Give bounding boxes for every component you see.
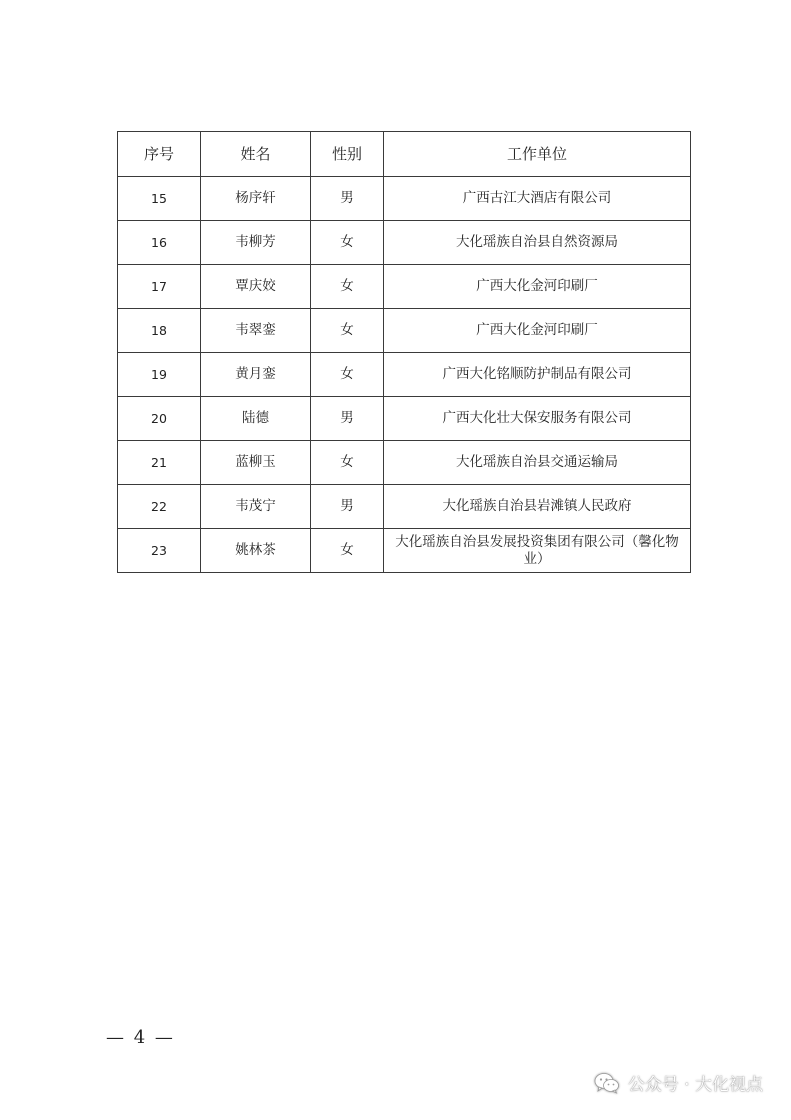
cell-work-unit: 广西大化壮大保安服务有限公司 [384, 397, 691, 441]
page-number: — 4 — [106, 1027, 175, 1048]
cell-work-unit: 广西古江大酒店有限公司 [384, 177, 691, 221]
cell-gender: 男 [311, 177, 384, 221]
cell-number: 23 [118, 529, 201, 573]
roster-table [117, 131, 691, 573]
table-header-row [118, 132, 691, 177]
cell-name: 陆德 [201, 397, 311, 441]
cell-number: 20 [118, 397, 201, 441]
header-name: 姓名 [201, 132, 311, 177]
cell-gender: 女 [311, 441, 384, 485]
cell-name: 韦翠銮 [201, 309, 311, 353]
watermark-text: 公众号 · 大化视点 [627, 1075, 763, 1095]
cell-work-unit: 广西大化铭顺防护制品有限公司 [384, 353, 691, 397]
cell-work-unit: 大化瑶族自治县发展投资集团有限公司（馨化物业） [384, 529, 691, 573]
cell-number: 15 [118, 177, 201, 221]
cell-work-unit: 广西大化金河印刷厂 [384, 265, 691, 309]
cell-gender: 女 [311, 353, 384, 397]
cell-gender: 女 [311, 221, 384, 265]
cell-number: 19 [118, 353, 201, 397]
cell-gender: 女 [311, 529, 384, 573]
cell-gender: 女 [311, 265, 384, 309]
table-row [118, 485, 691, 529]
cell-gender: 女 [311, 309, 384, 353]
cell-gender: 男 [311, 397, 384, 441]
cell-gender: 男 [311, 485, 384, 529]
table-row [118, 397, 691, 441]
cell-work-unit: 大化瑶族自治县自然资源局 [384, 221, 691, 265]
wechat-icon [594, 1072, 620, 1094]
cell-work-unit: 广西大化金河印刷厂 [384, 309, 691, 353]
cell-name: 杨序轩 [201, 177, 311, 221]
header-work-unit: 工作单位 [384, 132, 691, 177]
cell-name: 姚林茶 [201, 529, 311, 573]
header-gender: 性别 [311, 132, 384, 177]
table-row [118, 221, 691, 265]
cell-number: 18 [118, 309, 201, 353]
cell-number: 16 [118, 221, 201, 265]
cell-name: 韦柳芳 [201, 221, 311, 265]
table-row [118, 177, 691, 221]
table-row [118, 309, 691, 353]
table-row [118, 265, 691, 309]
cell-number: 21 [118, 441, 201, 485]
cell-name: 覃庆姣 [201, 265, 311, 309]
table-row [118, 529, 691, 573]
cell-name: 蓝柳玉 [201, 441, 311, 485]
table-row [118, 353, 691, 397]
cell-work-unit: 大化瑶族自治县岩滩镇人民政府 [384, 485, 691, 529]
cell-number: 17 [118, 265, 201, 309]
header-number: 序号 [118, 132, 201, 177]
cell-work-unit: 大化瑶族自治县交通运输局 [384, 441, 691, 485]
cell-name: 韦茂宁 [201, 485, 311, 529]
wechat-watermark [594, 1070, 763, 1095]
cell-number: 22 [118, 485, 201, 529]
cell-name: 黄月銮 [201, 353, 311, 397]
table-row [118, 441, 691, 485]
